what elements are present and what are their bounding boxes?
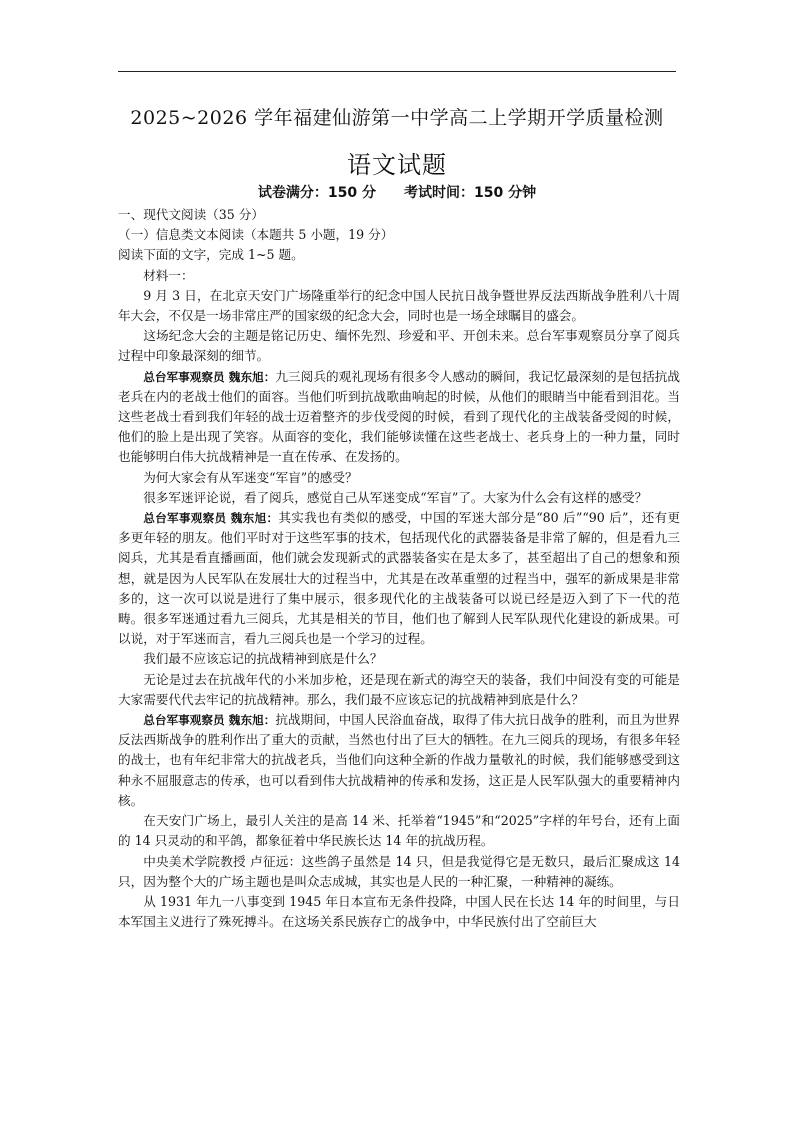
subsection-heading: （一）信息类文本阅读（本题共 5 小题，19 分） [118,227,394,243]
paragraph-text: 其实我也有类似的感受，中国的军迷大部分是“80 后”“90 后”，还有更多更年轻的朋友。他们平时对于这些军事的技术，包括现代化的武器装备是非常了解的，但是看九三阅兵，尤其是看直播画面，他们就会发现新式的武器装备实在是太多了，甚至超出了自己的想象和预想，就是因为人民军队在发展壮大的过程当中，尤其是在改革重塑的过程当中，强军的新成果是非常多的，这一次可以说是进行了集中展示，很多现代化的主战装备可以说已经是迈入到了下一代的范畴。很多军迷通过看九三阅兵，尤其是相关的节目，他们也了解到人民军队现代化建设的新成果。可以说，对于军迷而言，看九三阅兵也是一个学习的过程。 [118,510,680,647]
paragraph [118,488,680,508]
paragraph-text: 9 月 3 日，在北京天安门广场隆重举行的纪念中国人民抗日战争暨世界反法西斯战争胜利八十周年大会，不仅是一场非常庄严的国家级的纪念大会，同时也是一场全球瞩目的盛会。 [118,287,680,324]
paragraph [118,649,680,669]
paragraph [118,811,680,851]
speaker-label: 总台军事观察员 魏东旭： [143,369,276,384]
exam-title: 2025~2026 学年福建仙游第一中学高二上学期开学质量检测 [130,107,664,129]
paragraph-text: 九三阅兵的观礼现场有很多令人感动的瞬间，我记忆最深刻的是包括抗战老兵在内的老战士他们的面容。当他们听到抗战歌曲响起的时候，从他们的眼睛当中能看到泪花。当这些老战士看到我们年轻的战士迈着整齐的步伐受阅的时候，看到了现代化的主战装备受阅的时候，他们的脸上是出现了笑容。从面容的变化，我们能够读懂在这些老战士、老兵身上的一种力量，同时也能够明白伟大抗战精神是一直在传承、在发扬的。 [118,368,681,465]
paragraph-text: 中央美术学院教授 卢征远：这些鸽子虽然是 14 只，但是我觉得它是无数只，最后汇聚成这 14 只，因为整个大的广场主题也是叫众志成城，其实也是人民的一种汇聚，一种精神的凝练。 [118,853,680,889]
paragraph [118,508,680,649]
paragraph [118,710,680,811]
main-content [118,205,680,932]
header-rule [118,71,676,72]
paragraph-text: 从 1931 年九一八事变到 1945 年日本宣布无条件投降，中国人民在长达 14 年的时间里，与日本军国主义进行了殊死搏斗。在这场关系民族存亡的战争中，中华民族付出了空前巨大 [118,893,680,930]
paragraph [118,286,680,326]
paragraph-text: 我们最不应该忘记的抗战精神到底是什么？ [143,651,383,667]
paragraph-text: 为何大家会有从军迷变“军盲”的感受？ [143,469,358,485]
paragraph-text: 抗战期间，中国人民浴血奋战，取得了伟大抗日战争的胜利，而且为世界反法西斯战争的胜利作出了重大的贡献，当然也付出了巨大的牺牲。在九三阅兵的现场，有很多年轻的战士，也有年纪非常大的抗战老兵，当他们向这种全新的作战力量敬礼的时候，我们能够感受到这种永不屈服意志的传承，也可以看到伟大抗战精神的传承和发扬，这正是人民军队强大的重要精神内核。 [118,712,681,808]
material-label: 材料一： [143,267,194,283]
speaker-label: 总台军事观察员 魏东旭： [143,713,276,728]
subject-title: 语文试题 [347,151,447,179]
paragraph [118,468,680,488]
paragraph-text: 这场纪念大会的主题是铭记历史、缅怀先烈、珍爱和平、开创未来。总台军事观察员分享了阅兵过程中印象最深刻的细节。 [118,328,680,364]
speaker-label: 总台军事观察员 魏东旭： [143,511,279,526]
paragraph [118,852,680,892]
paragraph [118,367,680,468]
paragraph [118,670,680,710]
paragraph [118,892,680,932]
exam-info: 试卷满分：150 分 考试时间：150 分钟 [257,185,537,201]
paragraph-text: 无论是过去在抗战年代的小米加步枪，还是现在新式的海空天的装备，我们中间没有变的可能是大家需要代代去牢记的抗战精神。那么，我们最不应该忘记的抗战精神到底是什么？ [118,671,680,707]
paragraph-text: 很多军迷评论说，看了阅兵，感觉自己从军迷变成“军盲”了。大家为什么会有这样的感受？ [143,489,648,505]
paragraph-text: 在天安门广场上，最引人关注的是高 14 米、托举着“1945”和“2025”字样的年号台，还有上面的 14 只灵动的和平鸽，都象征着中华民族长达 14 年的抗战历程。 [118,813,680,849]
section-heading: 一、现代文阅读（35 分） [118,207,264,222]
reading-instruction: 阅读下面的文字，完成 1~5 题。 [118,247,304,263]
paragraph [118,326,680,366]
